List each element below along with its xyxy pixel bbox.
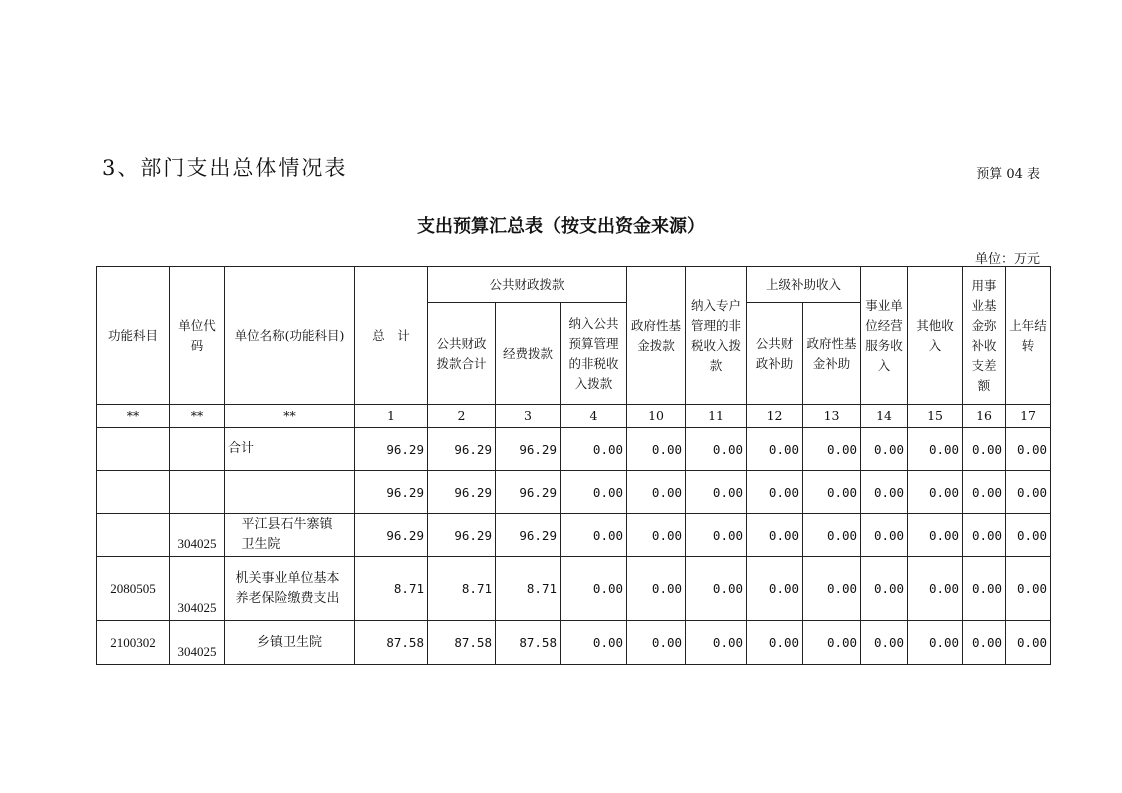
table-row xyxy=(97,621,1051,665)
value-cell: 0.00 xyxy=(963,514,1006,557)
index-cell: 15 xyxy=(908,405,963,428)
unit-name-cell xyxy=(225,514,355,557)
unit-name-cell: 合计 xyxy=(225,428,355,471)
value-cell: 0.00 xyxy=(561,621,627,665)
value-cell: 0.00 xyxy=(908,621,963,665)
index-cell: 10 xyxy=(627,405,686,428)
value-cell: 96.29 xyxy=(428,428,496,471)
index-cell: 4 xyxy=(561,405,627,428)
func-code-cell xyxy=(97,428,170,471)
value-cell: 0.00 xyxy=(627,514,686,557)
value-cell: 0.00 xyxy=(561,471,627,514)
index-cell: ** xyxy=(97,405,170,428)
value-cell: 0.00 xyxy=(908,471,963,514)
value-cell: 8.71 xyxy=(428,557,496,621)
value-cell: 0.00 xyxy=(747,428,803,471)
value-cell: 0.00 xyxy=(803,514,861,557)
value-cell: 8.71 xyxy=(355,557,428,621)
value-cell: 0.00 xyxy=(908,557,963,621)
value-cell: 87.58 xyxy=(355,621,428,665)
value-cell: 87.58 xyxy=(496,621,561,665)
value-cell: 0.00 xyxy=(561,428,627,471)
unit-name-cell xyxy=(225,557,355,621)
header-nontax-public: 纳入公共预算管理的非税收入拨款 xyxy=(561,303,627,405)
index-cell: 16 xyxy=(963,405,1006,428)
value-cell: 0.00 xyxy=(686,557,747,621)
header-funding-appropriation: 经费拨款 xyxy=(496,303,561,405)
header-public-finance: 公共财政拨款 xyxy=(428,267,627,303)
value-cell: 96.29 xyxy=(355,514,428,557)
header-unit-name: 单位名称(功能科目) xyxy=(225,267,355,405)
unit-code-cell: 304025 xyxy=(170,557,225,621)
func-code-cell: 2080505 xyxy=(97,557,170,621)
func-code-cell xyxy=(97,514,170,557)
value-cell: 0.00 xyxy=(747,557,803,621)
table-row xyxy=(97,514,1051,557)
value-cell: 0.00 xyxy=(908,428,963,471)
index-cell: 1 xyxy=(355,405,428,428)
index-cell: 14 xyxy=(861,405,908,428)
index-cell: 11 xyxy=(686,405,747,428)
value-cell: 96.29 xyxy=(496,428,561,471)
unit-label: 单位：万元 xyxy=(974,252,1040,267)
value-cell: 0.00 xyxy=(627,471,686,514)
value-cell: 0.00 xyxy=(861,514,908,557)
index-cell: ** xyxy=(170,405,225,428)
value-cell: 0.00 xyxy=(747,621,803,665)
value-cell: 0.00 xyxy=(861,428,908,471)
index-cell: 3 xyxy=(496,405,561,428)
value-cell: 0.00 xyxy=(627,557,686,621)
header-public-finance-total: 公共财政拨款合计 xyxy=(428,303,496,405)
index-cell: ** xyxy=(225,405,355,428)
value-cell: 96.29 xyxy=(428,471,496,514)
value-cell: 0.00 xyxy=(803,428,861,471)
value-cell: 0.00 xyxy=(861,621,908,665)
unit-name-cell xyxy=(225,471,355,514)
value-cell: 0.00 xyxy=(627,428,686,471)
value-cell: 0.00 xyxy=(1006,514,1051,557)
header-other-income: 其他收入 xyxy=(908,267,963,405)
unit-code-cell: 304025 xyxy=(170,621,225,665)
header-upper-subsidy: 上级补助收入 xyxy=(747,267,861,303)
header-unit-code: 单位代码 xyxy=(170,267,225,405)
value-cell: 0.00 xyxy=(803,557,861,621)
table-row xyxy=(97,557,1051,621)
value-cell: 0.00 xyxy=(627,621,686,665)
value-cell: 0.00 xyxy=(1006,471,1051,514)
table-row xyxy=(97,471,1051,514)
value-cell: 0.00 xyxy=(1006,428,1051,471)
header-upper-public-subsidy: 公共财政补助 xyxy=(747,303,803,405)
value-cell: 0.00 xyxy=(963,471,1006,514)
value-cell: 0.00 xyxy=(561,514,627,557)
value-cell: 0.00 xyxy=(963,557,1006,621)
index-cell: 12 xyxy=(747,405,803,428)
value-cell: 0.00 xyxy=(686,514,747,557)
value-cell: 0.00 xyxy=(1006,557,1051,621)
index-row xyxy=(97,405,1051,428)
unit-name-cell: 乡镇卫生院 xyxy=(225,621,355,665)
value-cell: 96.29 xyxy=(355,428,428,471)
func-code-cell: 2100302 xyxy=(97,621,170,665)
func-code-cell xyxy=(97,471,170,514)
unit-name-text: 机关事业单位基本养老保险缴费支出 xyxy=(235,570,340,606)
index-cell: 17 xyxy=(1006,405,1051,428)
value-cell: 0.00 xyxy=(803,621,861,665)
value-cell: 96.29 xyxy=(428,514,496,557)
index-cell: 13 xyxy=(803,405,861,428)
value-cell: 0.00 xyxy=(1006,621,1051,665)
header-special-nontax: 纳入专户管理的非税收入拨款 xyxy=(686,267,747,405)
unit-code-cell: 304025 xyxy=(170,514,225,557)
header-business-income: 事业单位经营服务收入 xyxy=(861,267,908,405)
header-upper-gov-fund-subsidy: 政府性基金补助 xyxy=(803,303,861,405)
header-last-year-carry: 上年结转 xyxy=(1006,267,1051,405)
value-cell: 0.00 xyxy=(963,621,1006,665)
value-cell: 0.00 xyxy=(686,428,747,471)
unit-code-cell xyxy=(170,471,225,514)
value-cell: 0.00 xyxy=(747,514,803,557)
value-cell: 0.00 xyxy=(861,471,908,514)
value-cell: 96.29 xyxy=(496,514,561,557)
value-cell: 8.71 xyxy=(496,557,561,621)
value-cell: 0.00 xyxy=(861,557,908,621)
header-total: 总 计 xyxy=(355,267,428,405)
value-cell: 0.00 xyxy=(747,471,803,514)
unit-code-cell xyxy=(170,428,225,471)
index-cell: 2 xyxy=(428,405,496,428)
section-title: 3、部门支出总体情况表 xyxy=(102,156,348,180)
header-gov-fund: 政府性基金拨款 xyxy=(627,267,686,405)
value-cell: 96.29 xyxy=(355,471,428,514)
value-cell: 87.58 xyxy=(428,621,496,665)
header-fund-makeup: 用事业基金弥补收支差额 xyxy=(963,267,1006,405)
value-cell: 0.00 xyxy=(686,471,747,514)
form-number: 预算 04 表 xyxy=(976,167,1040,182)
value-cell: 0.00 xyxy=(561,557,627,621)
value-cell: 0.00 xyxy=(803,471,861,514)
value-cell: 0.00 xyxy=(963,428,1006,471)
value-cell: 0.00 xyxy=(908,514,963,557)
value-cell: 0.00 xyxy=(686,621,747,665)
header-func-subject: 功能科目 xyxy=(97,267,170,405)
table-row xyxy=(97,428,1051,471)
unit-name-text: 平江县石牛寨镇卫生院 xyxy=(241,517,333,552)
budget-table xyxy=(96,266,1051,665)
value-cell: 96.29 xyxy=(496,471,561,514)
table-title: 支出预算汇总表（按支出资金来源） xyxy=(417,216,705,237)
